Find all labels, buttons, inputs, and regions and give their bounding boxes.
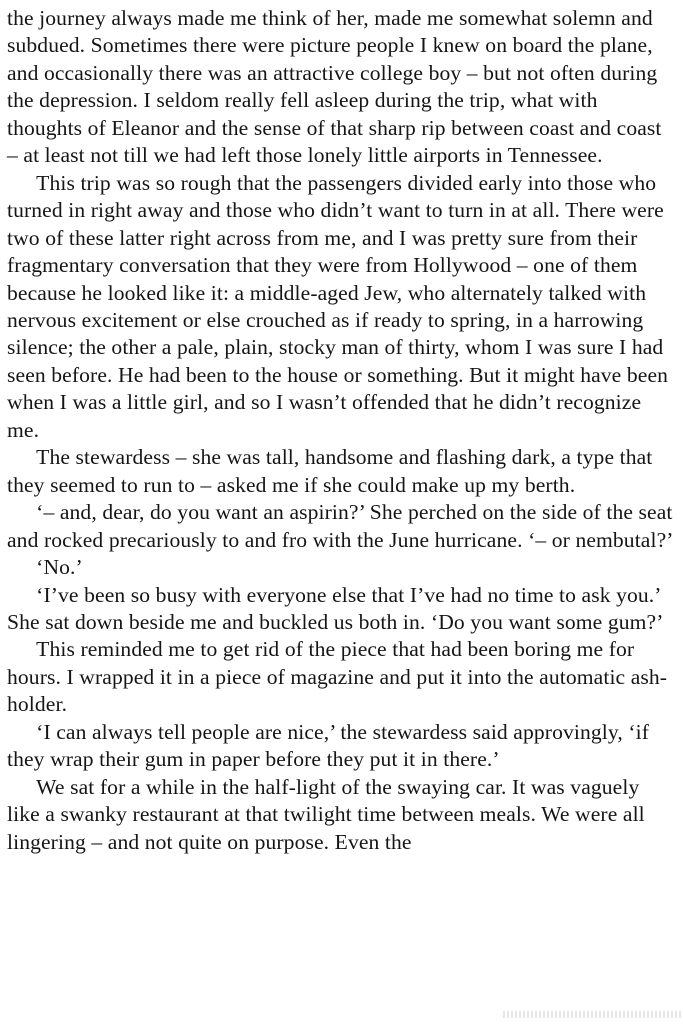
paragraph-2: This trip was so rough that the passengers divided early into those who turned in right away and those who didn’t want to turn in at all. There were two of these latter right across from me, and I was pretty sure from their fragmentary conversation that they were from Hollywood – one of them because he looked like it: a middle-aged Jew, who alternately talked with nervous excitement or else crouched as if ready to spring, in a harrowing silence; the other a pale, plain, stocky man of thirty, whom I was sure I had seen before. He had been to the house or something. But it might have been when I was a little girl, and so I wasn’t offended that he didn’t recognize me. <box>7 170 669 442</box>
paragraph-1: the journey always made me think of her, made me somewhat solemn and subdued. Sometimes there were picture people I knew on board the plane, and occasionally there was an attractive college boy – but not often during the depression. I seldom really fell asleep during the trip, what with thoughts of Eleanor and the sense of that sharp rip between coast and coast – at least not till we had left those lonely little airports in Tennessee. <box>7 6 662 168</box>
paragraph-3: The stewardess – she was tall, handsome and flashing dark, a type that they seemed to run to – asked me if she could make up my berth. <box>7 445 653 497</box>
paragraph-8: ‘I can always tell people are nice,’ the stewardess said approvingly, ‘if they wrap their gum in paper before they put it in there.’ <box>7 719 650 772</box>
paragraph-9: We sat for a while in the half-light of the swaying car. It was vaguely like a swanky restaurant at that twilight time between meals. We were all lingering – and not quite on purpose. Even the <box>7 774 645 854</box>
paragraph-7: This reminded me to get rid of the piece that had been boring me for hours. I wrapped it in a piece of magazine and put it into the automatic ash-holder. <box>7 637 668 717</box>
paragraph-4: ‘– and, dear, do you want an aspirin?’ She perched on the side of the seat and rocked precariously to and fro with the June hurricane. ‘– or nembutal?’ <box>7 500 674 552</box>
faint-watermark-icon <box>503 1011 681 1018</box>
paragraph-6: ‘I’ve been so busy with everyone else that I’ve had no time to ask you.’ She sat down beside me and buckled us both in. ‘Do you want some gum?’ <box>7 582 664 634</box>
paragraph-5: ‘No.’ <box>36 555 83 580</box>
